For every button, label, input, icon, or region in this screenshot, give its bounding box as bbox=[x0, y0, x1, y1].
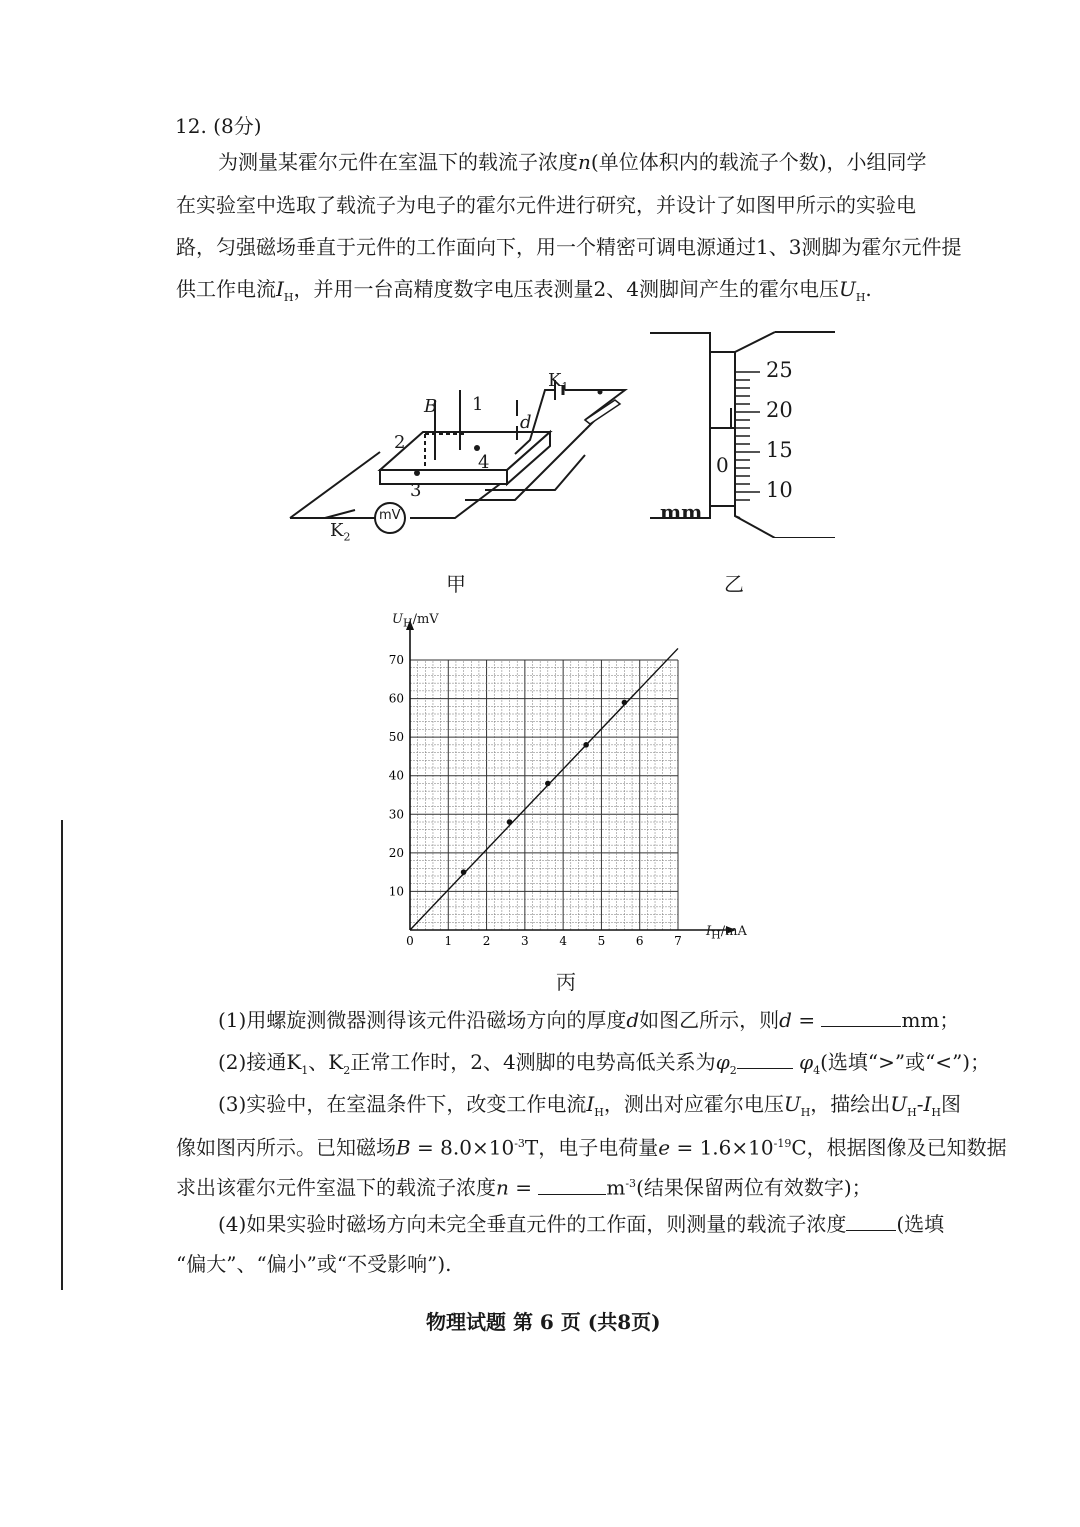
data-point bbox=[583, 742, 589, 748]
chart-xlabel: $I_H/mA$ bbox=[706, 924, 747, 942]
subq-4-line1: (4)如果实验时磁场方向未完全垂直元件的工作面，则测量的载流子浓度 (选填 bbox=[218, 1212, 945, 1236]
y-tick-label: 30 bbox=[388, 807, 404, 822]
intro-line-3: 路，匀强磁场垂直于元件的工作面向下，用一个精密可调电源通过1、3测脚为霍尔元件提 bbox=[176, 235, 962, 259]
x-tick-label: 3 bbox=[521, 934, 529, 948]
intro-line-2: 在实验室中选取了载流子为电子的霍尔元件进行研究，并设计了如图甲所示的实验电 bbox=[176, 193, 916, 217]
data-point bbox=[461, 869, 467, 875]
label-k1: $K_1$ bbox=[548, 370, 569, 394]
chart-ylabel: $U_H/mV$ bbox=[392, 612, 439, 630]
label-d: d bbox=[520, 412, 532, 433]
x-tick-label: 7 bbox=[674, 934, 682, 948]
figure-jia-circuit bbox=[285, 360, 645, 545]
subq-4-line2: “偏大”、“偏小”或“不受影响”). bbox=[176, 1252, 452, 1276]
subq-1: (1)用螺旋测微器测得该元件沿磁场方向的厚度d如图乙所示，则d = mm； bbox=[218, 1008, 960, 1032]
data-point bbox=[545, 781, 551, 787]
answer-blank-1[interactable] bbox=[821, 1008, 901, 1027]
tick-25: 25 bbox=[766, 358, 793, 382]
switch-k2 bbox=[325, 510, 355, 518]
y-tick-label: 50 bbox=[388, 730, 404, 745]
data-point bbox=[507, 819, 513, 825]
x-tick-label: 6 bbox=[635, 934, 644, 948]
intro-line-4: 供工作电流$I_H$，并用一台高精度数字电压表测量2、4测脚间产生的霍尔电压$U_H$. bbox=[176, 277, 872, 304]
caption-jia: 甲 bbox=[446, 572, 466, 596]
question-number: 12. bbox=[175, 114, 207, 138]
subq-2: (2)接通$K_1$、$K_2$正常工作时，2、4测脚的电势高低关系为$\varphi_2$ $\varphi_4$(选填“>”或“<”)； bbox=[218, 1050, 991, 1077]
y-tick-label: 20 bbox=[388, 845, 404, 860]
caption-bing: 丙 bbox=[556, 970, 576, 994]
figure-bing-chart bbox=[360, 605, 780, 955]
pin-3-dot bbox=[414, 470, 420, 476]
caption-yi: 乙 bbox=[724, 572, 744, 596]
intro-line-1: 为测量某霍尔元件在室温下的载流子浓度n(单位体积内的载流子个数)，小组同学 bbox=[218, 150, 927, 174]
label-pin-3: 3 bbox=[410, 480, 422, 501]
label-pin-1: 1 bbox=[472, 394, 484, 415]
tick-15: 15 bbox=[766, 438, 793, 462]
answer-blank-2[interactable] bbox=[737, 1050, 793, 1069]
question-points: (8分) bbox=[213, 114, 262, 138]
label-pin-2: 2 bbox=[394, 432, 406, 453]
pin-2-dot bbox=[474, 445, 480, 451]
rheostat-slider bbox=[585, 400, 620, 424]
x-tick-label: 2 bbox=[482, 934, 491, 948]
subq-3-line1: (3)实验中，在室温条件下，改变工作电流$I_H$，测出对应霍尔电压$U_H$，描绘出$U_H-I_H$图 bbox=[218, 1092, 962, 1119]
switch-k1-pivot bbox=[598, 390, 603, 395]
x-tick-label: 5 bbox=[597, 934, 606, 948]
y-tick-label: 10 bbox=[388, 884, 404, 899]
y-tick-label: 40 bbox=[388, 768, 404, 783]
subq-3-line3: 求出该霍尔元件室温下的载流子浓度$n = m^{-3}$(结果保留两位有效数字)； bbox=[176, 1175, 872, 1200]
answer-blank-4[interactable] bbox=[846, 1212, 896, 1231]
tick-10: 10 bbox=[766, 478, 793, 502]
x-tick-label: 0 bbox=[406, 934, 414, 948]
subq-3-line2: 像如图丙所示。已知磁场$B = 8.0\times 10^{-3}T$，电子电荷量$e = 1.6\times 10^{-19}C$，根据图像及已知数据 bbox=[176, 1135, 1007, 1160]
tick-20: 20 bbox=[766, 398, 793, 422]
page-footer: 物理试题 第 6 页 (共8页) bbox=[426, 1310, 661, 1334]
label-mv: mV bbox=[379, 508, 401, 523]
answer-blank-3[interactable] bbox=[538, 1176, 606, 1195]
x-tick-label: 4 bbox=[559, 934, 567, 948]
thimble-ticks bbox=[735, 372, 760, 500]
y-tick-label: 60 bbox=[388, 691, 404, 706]
y-tick-label: 70 bbox=[388, 653, 404, 667]
chart-grid bbox=[410, 660, 678, 930]
margin-binding-line bbox=[61, 820, 63, 1290]
data-point bbox=[622, 700, 628, 706]
unit-mm: mm bbox=[660, 500, 703, 524]
label-pin-4: 4 bbox=[478, 452, 490, 473]
question-header bbox=[175, 114, 262, 138]
x-tick-label: 1 bbox=[444, 934, 453, 948]
tick-0: 0 bbox=[716, 453, 729, 477]
label-B: B bbox=[424, 396, 438, 417]
label-k2: $K_2$ bbox=[330, 520, 351, 544]
